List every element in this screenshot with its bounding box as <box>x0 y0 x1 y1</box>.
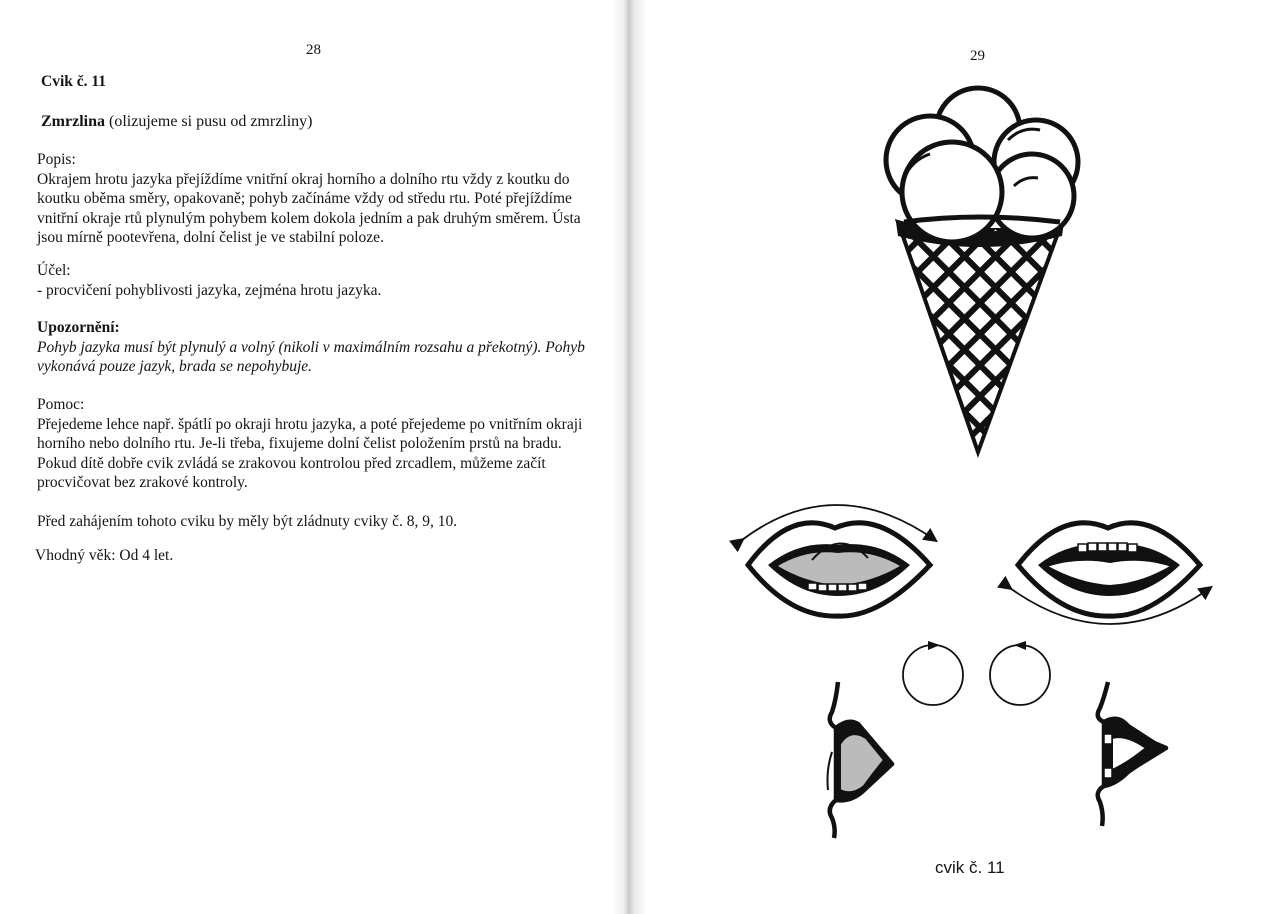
profile-mouth-right <box>1098 682 1166 826</box>
warning-label: Upozornění: <box>37 319 120 336</box>
description-label: Popis: <box>37 151 76 168</box>
figure-caption: cvik č. 11 <box>935 858 1005 877</box>
description-text: Okrajem hrotu jazyka přejíždíme vnitřní okraj horního a dolního rtu vždy z koutku do koutku oběma směry, opakovaně; pohyb začínáme vždy od středu rtu. Poté přejíždíme vnitřní okraje rtů plynulým pohybem kolem dokola jedním a pak druhým směrem. Ústa jsou mírně pootevřena, dolní čelist je ve stabilní poloze. <box>37 170 581 246</box>
warning-text: Pohyb jazyka musí být plynulý a volný (nikoli v maximálním rozsahu a překotný). Pohyb vykonává pouze jazyk, brada se nepohybuje. <box>37 338 585 375</box>
mouth-illustration-right <box>1010 523 1210 624</box>
exercise-title: Cvik č. 11 <box>41 73 107 90</box>
prerequisite-text: Před zahájením tohoto cviku by měly být zládnuty cviky č. 8, 9, 10. <box>37 513 458 530</box>
lower-teeth <box>808 583 867 591</box>
age-text: Vhodný věk: Od 4 let. <box>35 547 174 564</box>
purpose-label: Účel: <box>37 262 71 279</box>
exercise-name: Zmrzlina <box>41 113 105 130</box>
help-text: Přejedeme lehce např. špátlí po okraji hrotu jazyka, a poté přejedeme po vnitřním okraji horního nebo dolního rtu. Je-li třeba, fixujeme dolní čelist položením prstů na bradu. Pokud dítě dobře cvik zvládá se zrakovou kontrolou před zrcadlem, můžeme začít procvičovat bez zrakové kontroly. <box>37 415 583 491</box>
help-label: Pomoc: <box>37 396 85 413</box>
profile-mouth-left <box>828 682 893 838</box>
exercise-name-note: (olizujeme si pusu od zmrzliny) <box>105 113 313 130</box>
upper-teeth <box>1078 543 1137 552</box>
ice-cream-scoops <box>886 88 1078 242</box>
circular-arrow-right-icon <box>990 641 1050 705</box>
circular-arrow-left-icon <box>903 641 963 705</box>
page-number-left: 28 <box>306 42 321 58</box>
ice-cream-cone-illustration <box>880 88 1080 458</box>
purpose-text: - procvičení pohyblivosti jazyka, zejména hrotu jazyka. <box>37 281 382 299</box>
waffle-cone <box>880 222 1080 458</box>
page-number-right: 29 <box>970 48 985 64</box>
mouth-illustration-left <box>742 505 935 616</box>
